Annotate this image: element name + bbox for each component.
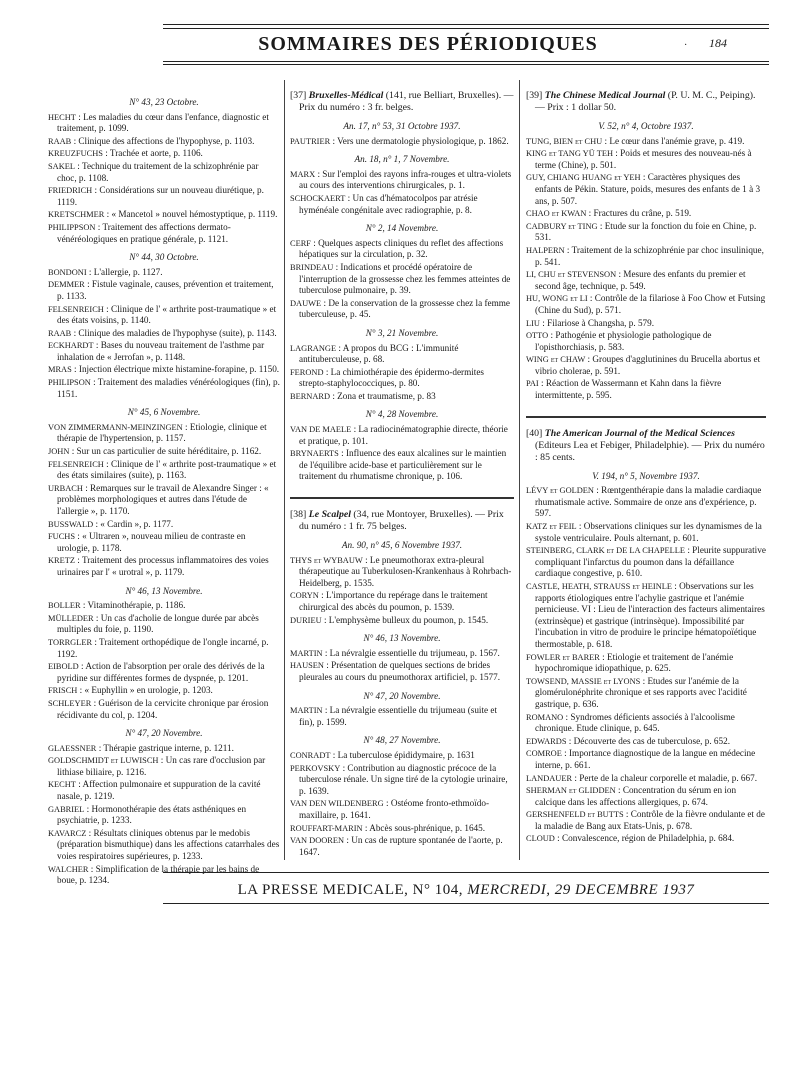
header-dot: · — [684, 40, 688, 51]
article-entry — [48, 755, 280, 778]
article-title: : L'allergie, p. 1127. — [88, 266, 163, 277]
page-number: 184 — [709, 36, 727, 50]
article-author: WING et CHAW — [526, 355, 586, 365]
journal-name: Le Scalpel — [308, 509, 351, 521]
article-title: : Traitement des processus inflammatoires des voies urinaires par l' « urotral », p. 1179. — [57, 555, 269, 577]
article-title: : Rœntgenthérapie dans la maladie cardiaque rhumatismale active. Sommaire de onze ans d'expérience, p. 597. — [535, 485, 762, 519]
article-entry — [48, 304, 280, 327]
article-entry — [290, 343, 514, 366]
article-entry — [48, 267, 280, 279]
article-title: : Indications et procédé opératoire de l'interruption de la grossesse chez les femmes atteintes de tuberculose pulmonaire, p. 39. — [299, 261, 511, 296]
article-author: GUY, CHIANG HUANG et YEH — [526, 173, 641, 183]
article-author: SCHLEYER — [48, 698, 92, 708]
article-entry — [290, 660, 514, 683]
article-title: : « Cardin », p. 1177. — [95, 518, 174, 529]
article-title: : Sur un cas particulier de suite héréditaire, p. 1162. — [71, 446, 262, 457]
article-author: VAN DEN WILDENBERG — [290, 799, 384, 809]
article-entry — [526, 221, 766, 244]
article-author: CHAO et KWAN — [526, 209, 587, 219]
article-title: : Abcès sous-phrénique, p. 1645. — [364, 822, 486, 833]
article-title: : Etudes sur l'anémie de la glomérulonéphrite chronique et ses rapports avec l'acidité gastrique, p. 636. — [535, 675, 747, 709]
article-author: VAN DE MAELE — [290, 425, 352, 435]
article-title: : Fractures du crâne, p. 519. — [588, 208, 692, 219]
article-entry — [48, 519, 280, 531]
article-entry — [526, 148, 766, 171]
article-title: : Clinique des maladies de l'hypophyse (suite), p. 1143. — [73, 327, 277, 338]
article-author: KAVARCZ — [48, 828, 87, 838]
article-author: DEMMER — [48, 280, 85, 290]
article-entry — [48, 364, 280, 376]
article-author: SAKEL — [48, 161, 75, 171]
footer-rule — [163, 872, 769, 873]
article-author: TUNG, BIEN et CHU — [526, 136, 603, 146]
article-title: : Observations sur les rapports étiologiques entre l'achylie gastrique et l'anémie pernicieuse. VI : Lieu de l'interaction des facteurs alimentaires (extrinsèque) et gastrique (intrinsèque). Impossibilité par l'incubation in vitro de produire le principe hématopoïétique thermostable, p. 618. — [535, 581, 765, 649]
issue-heading: An. 17, n° 53, 31 Octobre 1937. — [343, 121, 461, 131]
article-author: TORRGLER — [48, 637, 93, 647]
article-entry — [48, 328, 280, 340]
article-title: : Contrôle de la filariose à Foo Chow et Futsing (Chine du Sud), p. 571. — [535, 293, 766, 315]
article-title: : Fistule vaginale, causes, prévention et traitement, p. 1133. — [57, 279, 274, 301]
section-divider — [290, 497, 514, 499]
article-entry — [526, 269, 766, 292]
article-author: URBACH — [48, 483, 83, 493]
article-title: : Clinique de l' « arthrite post-traumatique » et des états similaires (suite), p. 1163. — [57, 458, 277, 481]
article-entry — [526, 172, 766, 207]
article-title: : Contrôle de la fièvre ondulante et de la maladie de Bang aux Etats-Unis, p. 678. — [535, 809, 765, 831]
article-author: RAAB — [48, 136, 72, 146]
article-title: : La chimiothérapie des épidermo-dermites strepto-staphylococciques, p. 80. — [299, 366, 484, 389]
issue-heading: N° 46, 13 Novembre. — [125, 585, 203, 596]
article-title: : Importance diagnostique de la langue en médecine interne, p. 661. — [535, 748, 756, 770]
article-author: BUSSWALD — [48, 519, 94, 529]
footer-rule-2 — [163, 903, 769, 904]
article-author: CERF — [290, 238, 311, 248]
article-entry — [526, 809, 766, 832]
article-title: : Syndromes déficients associés à l'alcoolisme chronique. Etude clinique, p. 645. — [535, 711, 735, 734]
article-author: LIU — [526, 318, 540, 328]
article-entry — [526, 330, 766, 353]
article-entry — [526, 521, 766, 544]
article-author: FOWLER et BARER — [526, 652, 600, 662]
article-title: : Remarques sur le travail de Alexandre Singer : « problèmes morphologiques et autres dans l'étude de l'allergie », p. 1170. — [57, 482, 269, 516]
article-entry — [48, 828, 280, 863]
article-title: : La radiocinématographie directe, théorie et pratique, p. 101. — [299, 424, 508, 446]
article-title: : Clinique de l' « arthrite post-traumatique » et des états voisins, p. 1140. — [57, 303, 277, 326]
article-title: : Traitement des maladies vénéréologiques (fin), p. 1151. — [57, 377, 280, 399]
article-entry — [48, 148, 280, 160]
page-footer — [163, 882, 769, 899]
article-title: : Ostéome fronto-ethmoïdo-maxillaire, p. 1641. — [299, 798, 490, 820]
issue-heading: N° 48, 27 Novembre. — [363, 735, 441, 746]
journal-heading — [290, 90, 514, 114]
article-entry — [290, 424, 514, 447]
article-entry — [526, 378, 766, 401]
article-author: LÉVY et GOLDEN — [526, 486, 594, 496]
article-author: GOLDSCHMIDT et LUWISCH — [48, 756, 159, 766]
article-author: HU, WONG et LI — [526, 294, 588, 304]
article-entry — [48, 422, 280, 445]
article-entry — [290, 615, 514, 627]
journal-name: The American Journal of the Medical Sciences — [544, 427, 735, 439]
article-title: : De la conservation de la grossesse chez la femme tuberculeuse, p. 45. — [299, 297, 510, 320]
article-entry — [48, 661, 280, 684]
article-author: SHERMAN et GLIDDEN — [526, 786, 616, 796]
article-entry — [290, 798, 514, 821]
article-title: : La névralgie essentielle du trijumeau, p. 1567. — [324, 647, 500, 658]
article-entry — [526, 354, 766, 377]
article-author: THYS et WYBAUW — [290, 555, 363, 565]
article-author: SCHOCKAERT — [290, 193, 346, 203]
article-author: EDWARDS — [526, 736, 567, 746]
article-entry — [526, 833, 766, 845]
article-author: HECHT — [48, 112, 76, 122]
article-entry — [290, 238, 514, 261]
article-author: PHILIPSON — [48, 378, 91, 388]
top-rule-2 — [163, 28, 769, 29]
article-entry — [290, 367, 514, 390]
article-author: PHILIPPSON — [48, 222, 96, 232]
article-entry — [526, 676, 766, 711]
article-author: COMROE — [526, 749, 562, 759]
article-entry — [526, 208, 766, 220]
article-author: MARX — [290, 169, 316, 179]
article-entry — [48, 531, 280, 554]
article-entry — [48, 698, 280, 721]
article-title: : Le cœur dans l'anémie grave, p. 419. — [604, 135, 745, 146]
article-author: KRETZ — [48, 556, 75, 566]
article-author: KATZ et FEIL — [526, 522, 577, 532]
article-entry — [526, 318, 766, 330]
article-title: : Sur l'emploi des rayons infra-rouges et ultra-violets au cours des interventions chirurgicales, p. 1. — [299, 168, 512, 191]
article-title: : Filariose à Changsha, p. 579. — [542, 317, 655, 328]
issue-heading: V. 52, n° 4, Octobre 1937. — [598, 121, 694, 131]
article-title: : Un cas de rupture spontanée de l'aorte, p. 1647. — [299, 835, 503, 857]
journal-heading — [526, 428, 766, 464]
journal-number: [38] — [290, 509, 307, 521]
article-title: : Découverte des cas de tuberculose, p. 652. — [568, 735, 731, 746]
article-entry — [48, 136, 280, 148]
article-author: FELSENREICH — [48, 459, 104, 469]
journal-details: (Editeurs Lea et Febiger, Philadelphie). — Prix du numéro : 85 cents. — [535, 439, 765, 463]
issue-heading: An. 18, n° 1, 7 Novembre. — [354, 154, 450, 165]
column-3 — [526, 90, 766, 846]
article-entry — [526, 136, 766, 148]
article-author: LANDAUER — [526, 773, 573, 783]
issue-heading: V. 194, n° 5, Novembre 1937. — [592, 470, 700, 481]
issue-heading: N° 47, 20 Novembre. — [125, 728, 203, 739]
article-title: : Guérison de la cervicite chronique par érosion récidivante du col, p. 1204. — [57, 697, 269, 720]
article-author: BRYNAERTS — [290, 449, 339, 459]
article-title: : Présentation de quelques sections de brides pleurales au cours du pneumothorax artificiel, p. 1577. — [299, 660, 501, 682]
article-title: : L'importance du repérage dans le traitement chirurgical des abcès du poumon, p. 1539. — [299, 590, 488, 612]
journal-number: [40] — [526, 427, 543, 439]
article-title: : Traitement orthopédique de l'ongle incarné, p. 1192. — [57, 636, 269, 659]
article-title: : Un cas d'acholie de longue durée par abcès multiples du foie, p. 1190. — [57, 612, 259, 635]
article-author: VAN DOOREN — [290, 836, 345, 846]
issue-heading: N° 45, 6 Novembre. — [127, 407, 201, 418]
article-title: : Concentration du sérum en ion calcique dans les affections allergiques, p. 674. — [535, 785, 737, 807]
article-title: : Traitement de la schizophrénie par choc insulinique, p. 541. — [535, 244, 764, 267]
article-author: FRISCH — [48, 686, 78, 696]
article-entry — [290, 750, 514, 762]
article-title: : Mesure des enfants du premier et second âge, technique, p. 549. — [535, 269, 746, 291]
article-title: : La tuberculose épididymaire, p. 1631 — [332, 749, 475, 760]
header-rule — [163, 61, 769, 62]
journal-number: [39] — [526, 90, 543, 101]
article-title: : Affection pulmonaire et suppuration de la cavité nasale, p. 1219. — [57, 779, 261, 802]
article-author: HALPERN — [526, 245, 565, 255]
article-author: STEINBERG, CLARK et DE LA CHAPELLE — [526, 546, 686, 556]
article-title: : Caractères physiques des enfants de Pékin. Stature, poids, mesures des enfants de 1 à 3 ans, p. 507. — [535, 172, 761, 206]
column-1 — [48, 90, 280, 888]
article-entry — [48, 340, 280, 363]
article-author: BERNARD — [290, 391, 331, 401]
article-entry — [48, 161, 280, 184]
article-title: : Technique du traitement de la schizophrénie par choc, p. 1108. — [57, 160, 259, 183]
article-title: : Quelques aspects cliniques du reflet des affections hépatiques sur la circulation, p. 32. — [299, 237, 504, 260]
article-title: : Contribution au diagnostic précoce de la tuberculose rénale. Un signe tiré de la cytologie urinaire, p. 1639. — [299, 762, 508, 796]
article-entry — [526, 652, 766, 675]
article-author: BOLLER — [48, 601, 81, 611]
article-author: MÜLLEDER — [48, 613, 94, 623]
article-entry — [526, 712, 766, 735]
journal-name: The Chinese Medical Journal — [544, 90, 666, 101]
article-entry — [48, 459, 280, 482]
issue-heading: An. 90, n° 45, 6 Novembre 1937. — [341, 540, 463, 551]
issue-heading: N° 46, 13 Novembre. — [363, 633, 441, 644]
article-title: : Observations cliniques sur les dynamismes de la systole ventriculaire. Pouls alternant, p. 601. — [535, 521, 762, 543]
article-title: : Trachée et aorte, p. 1106. — [105, 148, 203, 159]
article-entry — [290, 835, 514, 858]
top-rule — [163, 24, 769, 25]
page-title: SOMMAIRES DES PÉRIODIQUES — [258, 33, 598, 55]
article-author: OTTO — [526, 331, 549, 341]
article-author: WALCHER — [48, 864, 89, 874]
article-author: MRAS — [48, 365, 72, 375]
article-entry — [526, 773, 766, 785]
article-title: : Résultats cliniques obtenus par le medobis (préparation bismuthique) dans les affections catarrhales des voies respiratoires supérieures, p. 1233. — [57, 827, 280, 862]
article-title: : L'emphysème bulleux du poumon, p. 1545. — [323, 614, 489, 625]
footer-date: MERCREDI, 29 DECEMBRE 1937 — [467, 882, 695, 898]
article-author: ECKHARDT — [48, 341, 94, 351]
article-author: ROMANO — [526, 712, 564, 722]
article-entry — [526, 293, 766, 316]
article-entry — [526, 736, 766, 748]
article-entry — [290, 705, 514, 728]
article-title: : Zona et traumatisme, p. 83 — [332, 390, 436, 401]
article-author: LAGRANGE — [290, 343, 337, 353]
article-title: : « Ultraren », nouveau milieu de contraste en urologie, p. 1178. — [57, 531, 246, 553]
article-title: : Etude sur la fonction du foie en Chine, p. 531. — [535, 220, 757, 243]
article-entry — [290, 823, 514, 835]
footer-journal: LA PRESSE MEDICALE, N° 104, — [237, 882, 468, 898]
journal-heading — [526, 90, 766, 114]
article-author: CASTLE, HEATH, STRAUSS et HEINLE — [526, 582, 672, 591]
article-entry — [526, 545, 766, 580]
article-entry — [48, 555, 280, 578]
article-author: DAUWE — [290, 298, 322, 308]
article-title: : Clinique des affections de l'hypophyse, p. 1103. — [73, 135, 255, 146]
issue-heading: N° 3, 21 Novembre. — [365, 327, 439, 338]
article-author: PAUTRIER — [290, 136, 331, 146]
article-entry — [526, 785, 766, 808]
journal-details: (P. U. M. C., Peiping). — Prix : 1 dollar 50. — [535, 90, 756, 113]
article-title: : Etiologie et traitement de l'anémie hypochromique idiopathique, p. 625. — [535, 651, 734, 674]
article-title: : Considérations sur un nouveau diurétique, p. 1119. — [57, 185, 264, 207]
article-author: GLAESSNER — [48, 743, 97, 753]
article-title: : Convalescence, région de Philadelphia, p. 684. — [557, 833, 735, 844]
article-author: CADBURY et TING — [526, 221, 598, 231]
article-entry — [290, 298, 514, 321]
article-title: : Traitement des affections dermato-vénéréologiques en pratique générale, p. 1121. — [57, 221, 231, 244]
article-author: PERKOVSKY — [290, 763, 341, 773]
article-author: KING et TANG YÜ TEH — [526, 149, 613, 159]
section-divider — [526, 416, 766, 418]
journal-name: Bruxelles-Médical — [308, 90, 384, 101]
article-entry — [290, 648, 514, 660]
article-title: : Groupes d'agglutinines du Brucella abortus et vibrio cholerae, p. 591. — [535, 354, 761, 376]
article-entry — [290, 555, 514, 590]
article-title: : Les maladies du cœur dans l'enfance, diagnostic et traitement, p. 1099. — [57, 111, 269, 134]
article-title: : Poids et mesures des nouveau-nés à terme (Chine), p. 501. — [535, 148, 752, 170]
article-title: : Simplification de la thérapie par les bains de boue, p. 1234. — [57, 863, 260, 886]
article-title: : Pleurite suppurative compliquant l'infarctus du poumon dans la défaillance cardiaque congestive, p. 610. — [535, 545, 766, 579]
article-title: : Action de l'absorption per orale des dérivés de la pyridine sur différentes formes de dyspnée, p. 1201. — [57, 661, 265, 683]
header-rule-2 — [163, 64, 769, 65]
article-title: : Le pneumothorax extra-pleural thérapeutique au Tuberkulosen-Krankenhaus à Rohrbach-Heidelberg, p. 1535. — [299, 554, 512, 588]
article-entry — [48, 600, 280, 612]
article-entry — [48, 377, 280, 400]
article-author: EIBOLD — [48, 662, 79, 672]
article-entry — [290, 448, 514, 483]
issue-heading: N° 4, 28 Novembre. — [365, 409, 439, 420]
article-entry — [526, 485, 766, 520]
article-author: KECHT — [48, 780, 76, 790]
column-divider-2 — [519, 80, 520, 860]
article-author: KREUZFUCHS — [48, 149, 103, 159]
article-title: : Etiologie, clinique et thérapie de l'hypertension, p. 1157. — [57, 421, 267, 444]
article-title: : Vitaminothérapie, p. 1186. — [82, 600, 186, 611]
article-title: : Influence des eaux alcalines sur le maintien de l'équilibre acide-base et particulièrement sur le traitement du rhumatisme chronique, p. 106. — [299, 448, 507, 482]
article-author: VON ZIMMERMANN-MEINZINGEN — [48, 422, 183, 432]
article-entry — [48, 483, 280, 518]
article-title: : A propos du BCG : L'immunité antituberculeuse, p. 68. — [299, 342, 459, 365]
column-divider-1 — [284, 80, 285, 860]
article-title: : Injection électrique mixte histamine-forapine, p. 1150. — [74, 364, 280, 375]
article-entry — [48, 209, 280, 221]
article-title: : « Mancetol » nouvel hémostyptique, p. 1119. — [106, 209, 278, 220]
article-title: : « Euphyllin » en urologie, p. 1203. — [79, 685, 213, 696]
article-author: BONDONI — [48, 267, 87, 277]
article-entry — [48, 743, 280, 755]
article-entry — [48, 779, 280, 802]
article-author: GERSHENFELD et BUTTS — [526, 810, 624, 820]
issue-heading: N° 43, 23 Octobre. — [129, 97, 199, 107]
journal-details: (141, rue Belliart, Bruxelles). — Prix du numéro : 3 fr. belges. — [299, 90, 514, 113]
journal-heading — [290, 509, 514, 533]
issue-heading: N° 44, 30 Octobre. — [129, 252, 199, 263]
article-entry — [48, 222, 280, 245]
article-author: BRINDEAU — [290, 262, 334, 272]
article-author: FRIEDRICH — [48, 186, 93, 196]
article-author: RAAB — [48, 328, 72, 338]
article-author: GABRIEL — [48, 804, 85, 814]
article-author: KRETSCHMER — [48, 210, 105, 220]
article-entry — [290, 169, 514, 192]
article-title: : Hormonothérapie des états asthéniques en psychiatrie, p. 1233. — [57, 803, 247, 826]
article-title: : Thérapie gastrique interne, p. 1211. — [98, 742, 234, 753]
article-entry — [48, 279, 280, 302]
article-title: : Bases du nouveau traitement de l'asthme par inhalation de « Jerrofan », p. 1148. — [57, 340, 265, 362]
article-title: : Perte de la chaleur corporelle et maladie, p. 667. — [574, 772, 758, 783]
article-entry — [48, 613, 280, 636]
article-author: TOWSEND, MASSIE et LYONS — [526, 676, 641, 686]
article-author: MARTIN — [290, 706, 323, 716]
article-entry — [290, 136, 514, 148]
article-title: : Un cas d'hématocolpos par atrésie hyménéale congénitale avec radiographie, p. 8. — [299, 192, 478, 215]
article-title: : Réaction de Wassermann et Kahn dans la fièvre intermittente, p. 595. — [535, 378, 722, 401]
article-author: CORYN — [290, 591, 319, 601]
article-entry — [48, 685, 280, 697]
article-entry — [290, 391, 514, 403]
article-author: CLOUD — [526, 834, 555, 844]
article-author: PAI — [526, 379, 539, 389]
article-author: ROUFFART-MARIN — [290, 823, 363, 833]
article-author: MARTIN — [290, 648, 323, 658]
issue-heading: N° 2, 14 Novembre. — [365, 223, 439, 234]
article-entry — [48, 112, 280, 135]
article-entry — [526, 748, 766, 771]
article-author: LI, CHU et STEVENSON — [526, 270, 617, 280]
article-title: : Vers une dermatologie physiologique, p. 1862. — [332, 135, 509, 146]
article-title: : Un cas rare d'occlusion par lithiase biliaire, p. 1216. — [57, 755, 266, 777]
article-entry — [290, 763, 514, 798]
article-entry — [48, 446, 280, 458]
article-entry — [290, 262, 514, 297]
article-entry — [526, 245, 766, 268]
article-author: HAUSEN — [290, 661, 324, 671]
article-entry — [290, 193, 514, 216]
article-author: DURIEU — [290, 615, 322, 625]
journal-number: [37] — [290, 90, 307, 101]
article-entry — [290, 590, 514, 613]
article-author: FELSENREICH — [48, 304, 104, 314]
journal-details: (34, rue Montoyer, Bruxelles). — Prix du numéro : 1 fr. 75 belges. — [299, 509, 504, 533]
article-author: FUCHS — [48, 532, 75, 542]
article-entry — [526, 581, 766, 651]
article-title: : Pathogénie et physiologie pathologique de l'opisthorchiasis, p. 583. — [535, 330, 712, 352]
article-title: : La névralgie essentielle du trijumeau (suite et fin), p. 1599. — [299, 705, 498, 727]
article-entry — [48, 804, 280, 827]
article-entry — [48, 185, 280, 208]
issue-heading: N° 47, 20 Novembre. — [363, 690, 441, 701]
article-author: CONRADT — [290, 750, 331, 760]
article-entry — [48, 637, 280, 660]
article-author: JOHN — [48, 447, 70, 457]
article-author: FEROND — [290, 367, 324, 377]
column-2 — [290, 90, 514, 859]
